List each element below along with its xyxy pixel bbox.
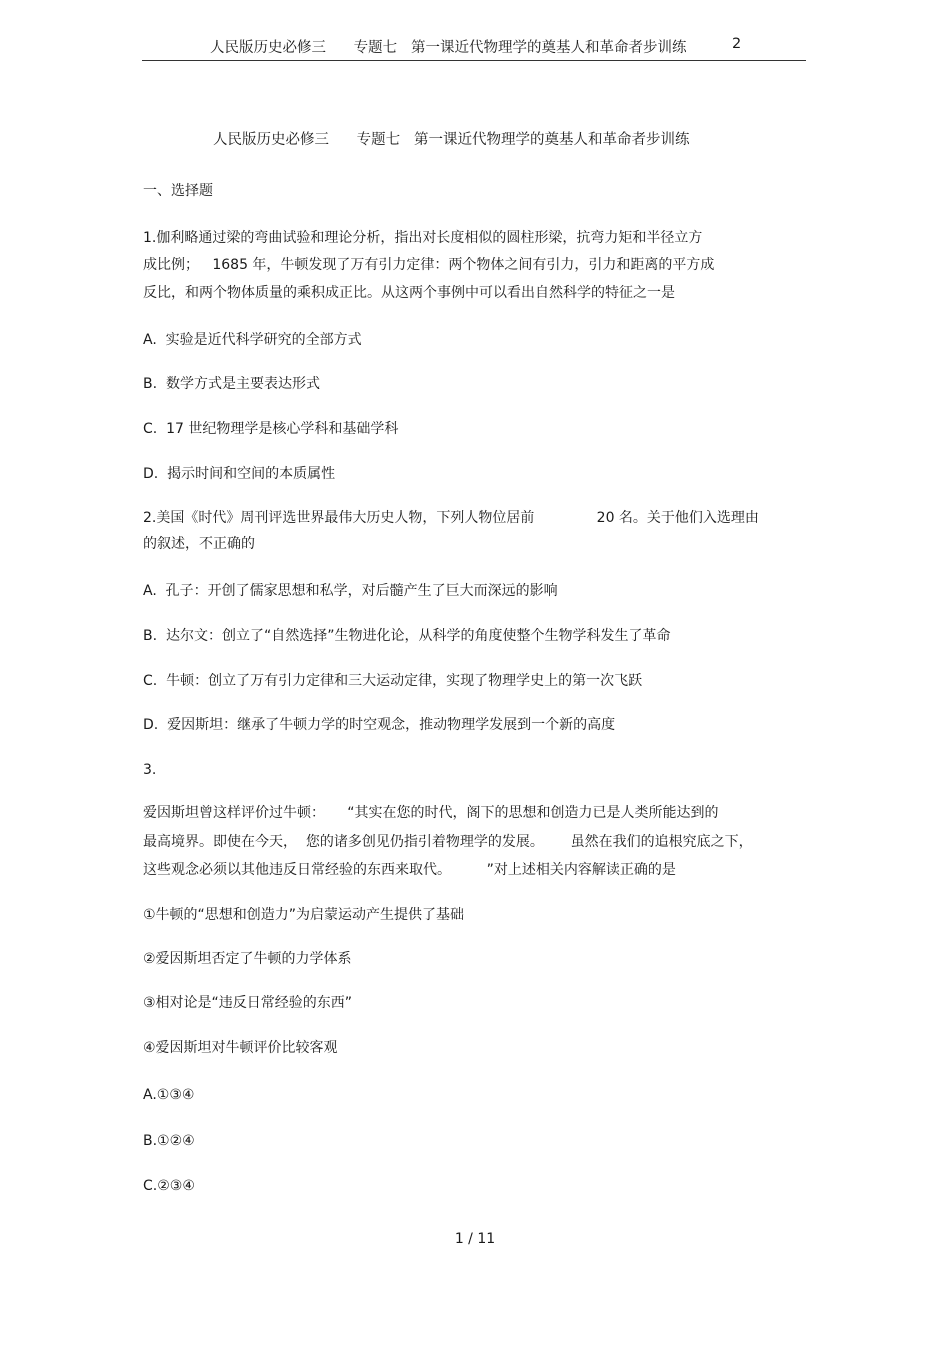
q3-statement-3: ③相对论是“违反日常经验的东西” [143, 995, 353, 1011]
q1-stem-line-3: 反比，和两个物体质量的乘积成正比。从这两个事例中可以看出自然科学的特征之一是 [143, 285, 675, 301]
q2-option-a: A. 孔子：开创了儒家思想和私学，对后髓产生了巨大而深远的影响 [143, 583, 558, 599]
section-heading: 一、选择题 [143, 183, 213, 199]
header-page-number: 2 [732, 36, 742, 52]
q3-statement-2: ②爱因斯坦否定了牛顿的力学体系 [143, 951, 352, 967]
q3-option-a: A.①③④ [143, 1087, 195, 1103]
q2-option-c: C. 牛顿：创立了万有引力定律和三大运动定律，实现了物理学史上的第一次飞跃 [143, 673, 643, 689]
q2-stem-line-2: 的叙述，不正确的 [143, 536, 255, 552]
q3-stem-line-3: 这些观念必须以其他违反日常经验的东西来取代。 ”对上述相关内容解读正确的是 [143, 862, 676, 878]
q3-stem-line-2: 最高境界。即使在今天， 您的诸多创见仍指引着物理学的发展。 虽然在我们的追根究底之下， [143, 834, 753, 850]
q3-statement-4: ④爱因斯坦对牛顿评价比较客观 [143, 1040, 338, 1056]
q3-option-c: C.②③④ [143, 1178, 195, 1194]
q1-stem-line-1: 1.伽利略通过梁的弯曲试验和理论分析，指出对长度相似的圆柱形梁，抗弯力矩和半径立方 [143, 230, 703, 246]
page-indicator: 1 / 11 [454, 1231, 496, 1247]
q3-statement-1: ①牛顿的“思想和创造力”为启蒙运动产生提供了基础 [143, 907, 465, 923]
header-title: 人民版历史必修三 专题七 第一课近代物理学的奠基人和革命者步训练 [210, 40, 687, 56]
q2-option-d: D. 爱因斯坦：继承了牛顿力学的时空观念，推动物理学发展到一个新的高度 [143, 717, 616, 733]
q3-option-b: B.①②④ [143, 1133, 195, 1149]
page-header [142, 30, 806, 61]
q1-option-b: B. 数学方式是主要表达形式 [143, 376, 320, 392]
q3-stem-line-1: 爱因斯坦曾这样评价过牛顿： “其实在您的时代，阁下的思想和创造力已是人类所能达到的 [143, 805, 719, 821]
q1-option-c: C. 17 世纪物理学是核心学科和基础学科 [143, 421, 399, 437]
q3-number: 3. [143, 762, 157, 778]
q1-option-a: A. 实验是近代科学研究的全部方式 [143, 332, 362, 348]
q2-option-b: B. 达尔文：创立了“自然选择”生物进化论，从科学的角度使整个生物学科发生了革命 [143, 628, 671, 644]
q2-stem-line-1: 2.美国《时代》周刊评选世界最伟大历史人物，下列人物位居前 20 名。关于他们入选理由 [143, 510, 759, 526]
q1-stem-line-2: 成比例； 1685 年，牛顿发现了万有引力定律：两个物体之间有引力，引力和距离的平方成 [143, 257, 715, 273]
q1-option-d: D. 揭示时间和空间的本质属性 [143, 466, 336, 482]
document-title: 人民版历史必修三 专题七 第一课近代物理学的奠基人和革命者步训练 [213, 132, 690, 148]
